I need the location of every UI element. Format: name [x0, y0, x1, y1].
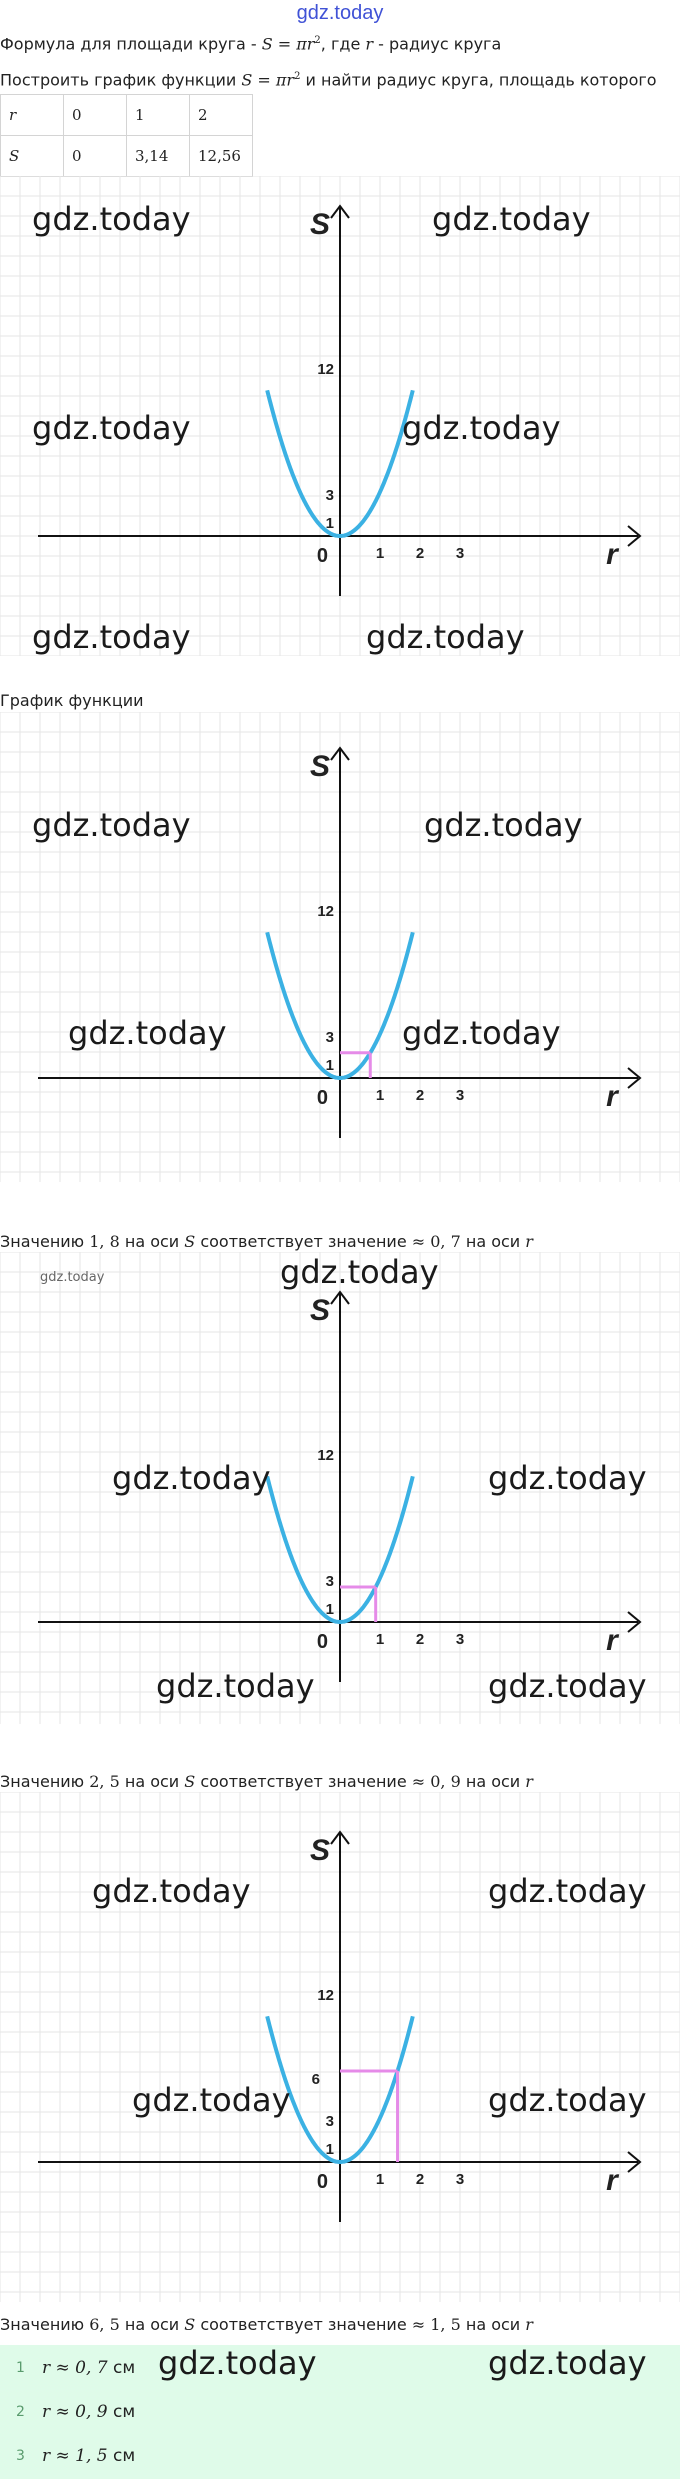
- statement-axis: r: [525, 1772, 533, 1791]
- task-line: [0, 66, 657, 91]
- statement-s-value: 6, 5: [89, 2315, 120, 2334]
- r-axis-label: r: [606, 1624, 618, 1657]
- statement-text: соответствует значение: [195, 1772, 412, 1791]
- watermark: gdz.today: [432, 200, 591, 238]
- statement-3: [0, 2314, 533, 2336]
- statement-text: на оси: [119, 1232, 185, 1251]
- statement-s-value: 2, 5: [89, 1772, 120, 1791]
- statement-text: на оси: [119, 2315, 185, 2334]
- formula-suffix: - радиус круга: [373, 34, 502, 54]
- y-tick-label: 3: [325, 487, 334, 504]
- table-cell: r: [1, 95, 64, 136]
- answer-expr: r ≈ 0, 9: [42, 2402, 108, 2422]
- answers-box: [0, 2345, 680, 2479]
- table-cell: 3,14: [127, 136, 190, 177]
- y-tick-label: 12: [317, 361, 334, 378]
- statement-1: [0, 1231, 533, 1253]
- table-row: [1, 95, 253, 136]
- statement-axis: r: [525, 1232, 533, 1251]
- watermark: gdz.today: [156, 1667, 315, 1705]
- watermark: gdz.today: [280, 1253, 439, 1291]
- watermark: gdz.today: [68, 1014, 227, 1052]
- formula-prefix: Формула для площади круга -: [0, 34, 262, 54]
- answer-text: [42, 2345, 135, 2391]
- statement-axis: S: [184, 2315, 196, 2334]
- intro-formula-line: [0, 30, 501, 55]
- statement-text: на оси: [119, 1772, 185, 1791]
- y-tick-label: 1: [325, 1601, 334, 1618]
- x-tick-label: 1: [375, 1087, 385, 1104]
- y-tick-label: 1: [325, 1057, 334, 1074]
- answer-text: [42, 2433, 135, 2479]
- origin-label: 0: [316, 1087, 328, 1109]
- watermark: gdz.today: [132, 2081, 291, 2119]
- s-axis-label: S: [309, 750, 331, 783]
- y-tick-label: 3: [325, 1573, 334, 1590]
- r-axis-label: r: [606, 538, 618, 571]
- statement-text: Значению: [0, 1772, 90, 1791]
- y-tick-label: 1: [325, 2141, 334, 2158]
- statement-r-value: ≈ 1, 5: [411, 2315, 461, 2334]
- s-axis-label: S: [309, 1834, 331, 1867]
- value-table: [0, 94, 253, 177]
- graph-svg: [0, 712, 680, 1182]
- answer-expr: r ≈ 1, 5: [42, 2446, 108, 2466]
- graph-3: [0, 1252, 680, 1724]
- statement-text: соответствует значение: [195, 1232, 412, 1251]
- table-row: [1, 136, 253, 177]
- task-exponent: 2: [294, 71, 301, 82]
- x-tick-label: 3: [455, 545, 465, 562]
- watermark: gdz.today: [488, 1667, 647, 1705]
- origin-label: 0: [316, 1631, 328, 1653]
- watermark: gdz.today: [488, 1872, 647, 1910]
- answer-unit: см: [107, 2358, 136, 2378]
- watermark: gdz.today: [158, 2344, 317, 2382]
- origin-label: 0: [316, 545, 328, 567]
- watermark: gdz.today: [32, 409, 191, 447]
- x-tick-label: 1: [375, 545, 385, 562]
- statement-text: на оси: [460, 2315, 526, 2334]
- answer-number: 2: [16, 2404, 25, 2420]
- statement-r-value: ≈ 0, 7: [411, 1232, 461, 1251]
- statement-text: Значению: [0, 1232, 90, 1251]
- watermark: gdz.today: [32, 200, 191, 238]
- table-cell: 2: [190, 95, 253, 136]
- table-cell: S: [1, 136, 64, 177]
- statement-2: [0, 1771, 533, 1793]
- watermark: gdz.today: [92, 1872, 251, 1910]
- s-axis-label: S: [309, 1294, 331, 1327]
- answer-number: 3: [16, 2448, 25, 2464]
- task-prefix: Построить график функции: [0, 70, 242, 90]
- x-tick-label: 3: [455, 1631, 465, 1648]
- table-cell: 1: [127, 95, 190, 136]
- watermark: gdz.today: [40, 1270, 105, 1285]
- watermark: gdz.today: [112, 1459, 271, 1497]
- statement-s-value: 1, 8: [89, 1232, 120, 1251]
- watermark: gdz.today: [488, 1459, 647, 1497]
- answer-unit: см: [107, 2402, 136, 2422]
- r-axis-label: r: [606, 1080, 618, 1113]
- watermark: gdz.today: [366, 618, 525, 656]
- watermark: gdz.today: [32, 618, 191, 656]
- graph-4: [0, 1792, 680, 2302]
- x-tick-label: 1: [375, 1631, 385, 1648]
- table-cell: 0: [64, 95, 127, 136]
- statement-r-value: ≈ 0, 9: [411, 1772, 461, 1791]
- statement-text: на оси: [460, 1772, 526, 1791]
- graph-1: [0, 176, 680, 656]
- y-tick-label: 12: [317, 1987, 334, 2004]
- statement-text: соответствует значение: [195, 2315, 412, 2334]
- task-expr: S = πr: [241, 70, 295, 90]
- answer-unit: см: [107, 2446, 136, 2466]
- statement-axis: S: [184, 1772, 196, 1791]
- x-tick-label: 2: [415, 1631, 425, 1648]
- r-axis-label: r: [606, 2164, 618, 2197]
- y-tick-label: 3: [325, 2113, 334, 2130]
- watermark: gdz.today: [402, 409, 561, 447]
- statement-axis: r: [525, 2315, 533, 2334]
- x-tick-label: 2: [415, 545, 425, 562]
- table-cell: 0: [64, 136, 127, 177]
- answer-expr: r ≈ 0, 7: [42, 2358, 108, 2378]
- y-tick-label: 6: [311, 2071, 320, 2088]
- formula-exponent: 2: [314, 35, 321, 46]
- y-tick-label: 12: [317, 903, 334, 920]
- answer-item: [0, 2389, 680, 2435]
- s-axis-label: S: [309, 208, 331, 241]
- y-tick-label: 3: [325, 1029, 334, 1046]
- x-tick-label: 2: [415, 1087, 425, 1104]
- x-tick-label: 2: [415, 2171, 425, 2188]
- watermark: gdz.today: [488, 2081, 647, 2119]
- watermark: gdz.today: [424, 806, 583, 844]
- y-tick-label: 1: [325, 515, 334, 532]
- answer-number: 1: [16, 2360, 25, 2376]
- graph-2: [0, 712, 680, 1182]
- task-suffix: и найти радиус круга, площадь которого: [300, 70, 657, 90]
- answer-item: [0, 2433, 680, 2479]
- statement-axis: S: [184, 1232, 196, 1251]
- watermark: gdz.today: [488, 2344, 647, 2382]
- x-tick-label: 1: [375, 2171, 385, 2188]
- table-cell: 12,56: [190, 136, 253, 177]
- answer-text: [42, 2389, 135, 2435]
- y-tick-label: 12: [317, 1447, 334, 1464]
- origin-label: 0: [316, 2171, 328, 2193]
- watermark: gdz.today: [402, 1014, 561, 1052]
- watermark: gdz.today: [32, 806, 191, 844]
- graph-caption: График функции: [0, 691, 144, 710]
- graph-svg: [0, 1792, 680, 2302]
- statement-text: на оси: [460, 1232, 526, 1251]
- site-logo[interactable]: gdz.today: [296, 2, 384, 24]
- statement-text: Значению: [0, 2315, 90, 2334]
- formula-mid: , где: [320, 34, 366, 54]
- x-tick-label: 3: [455, 1087, 465, 1104]
- formula-var: r: [365, 34, 374, 54]
- formula-expr: S = πr: [261, 34, 315, 54]
- x-tick-label: 3: [455, 2171, 465, 2188]
